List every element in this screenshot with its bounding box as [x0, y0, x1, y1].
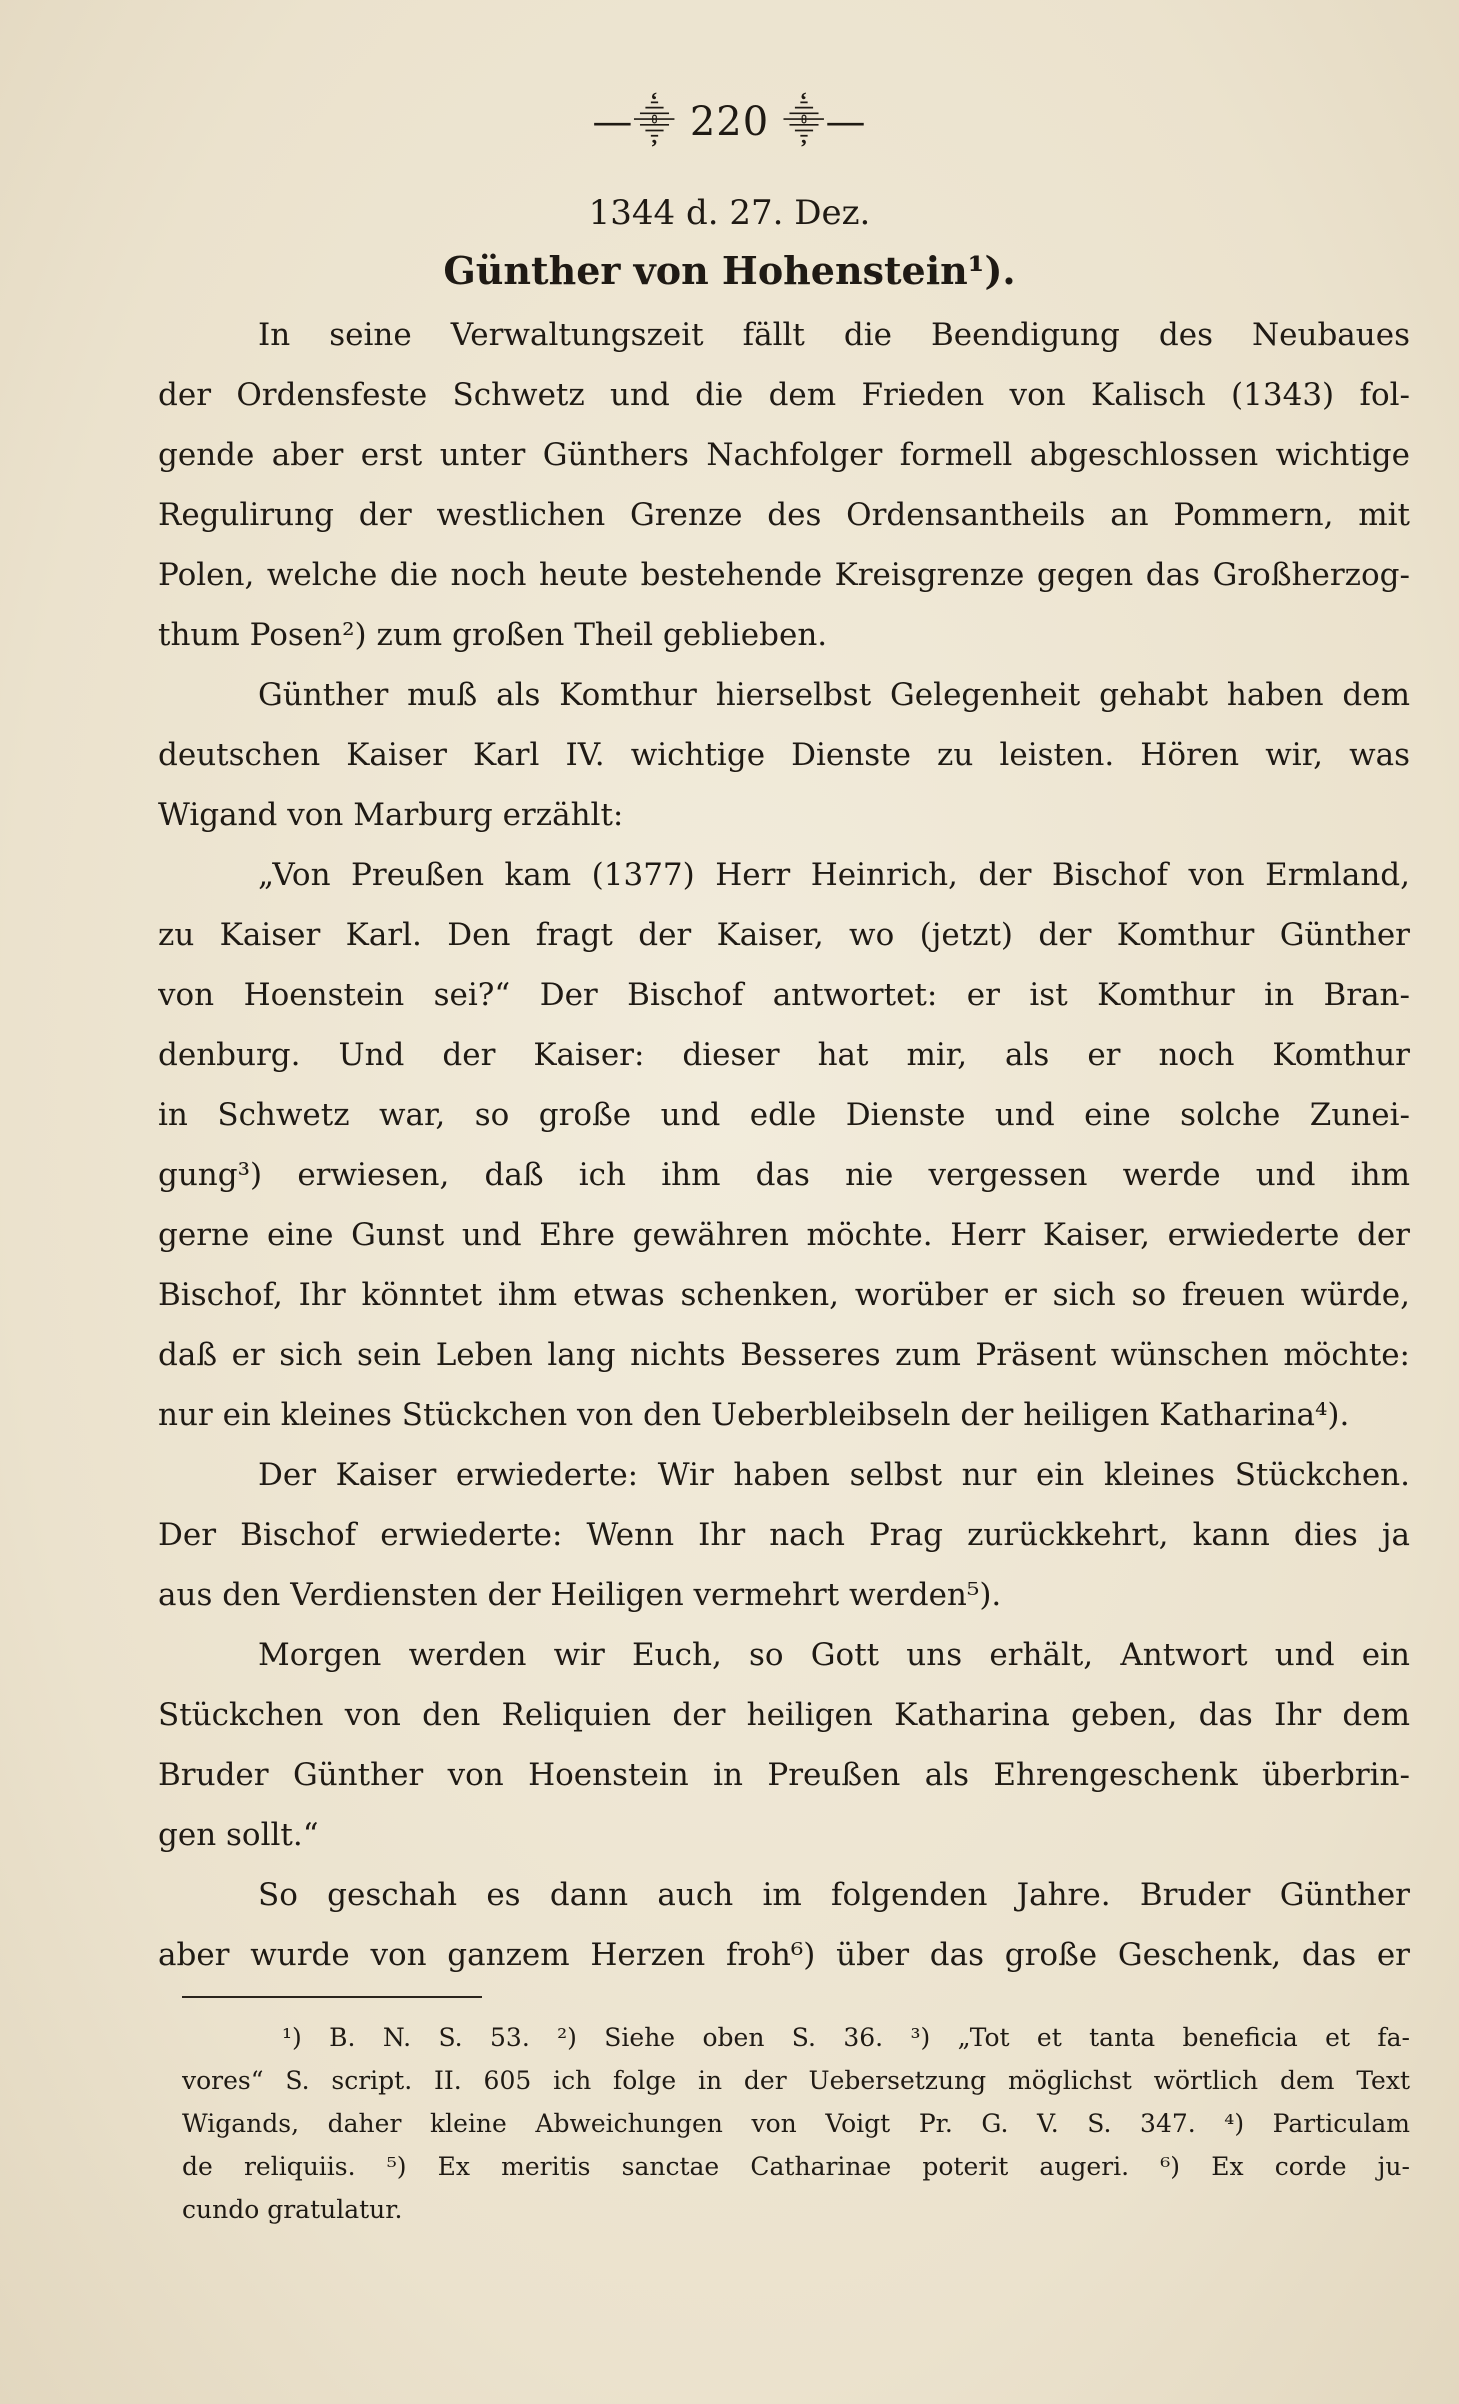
body-line: zu Kaiser Karl. Den fragt der Kaiser, wo (jetzt) der Komthur Günther — [158, 917, 1410, 953]
body-line: gen sollt.“ — [158, 1817, 319, 1853]
body-line: von Hoenstein sei?“ Der Bischof antwortet: er ist Komthur in Bran- — [158, 977, 1410, 1013]
body-line: Der Kaiser erwiederte: Wir haben selbst nur ein kleines Stückchen. — [258, 1457, 1410, 1493]
date-line: 1344 d. 27. Dez. — [588, 193, 871, 233]
body-line: gung³) erwiesen, daß ich ihm das nie vergessen werde und ihm — [158, 1157, 1410, 1193]
body-line: gende aber erst unter Günthers Nachfolger formell abgeschlossen wichtige — [158, 437, 1410, 473]
body-line: Morgen werden wir Euch, so Gott uns erhält, Antwort und ein — [258, 1637, 1410, 1673]
footnote-line: cundo gratulatur. — [182, 2195, 403, 2224]
body-line: Günther muß als Komthur hierselbst Gelegenheit gehabt haben dem — [258, 677, 1410, 713]
footnote-line: de reliquiis. ⁵) Ex meritis sanctae Catharinae poterit augeri. ⁶) Ex corde ju- — [182, 2152, 1410, 2181]
body-line: in Schwetz war, so große und edle Dienste und eine solche Zunei- — [158, 1097, 1410, 1133]
body-line: Stückchen von den Reliquien der heiligen Katharina geben, das Ihr dem — [158, 1697, 1410, 1733]
section-heading: Günther von Hohenstein¹). — [443, 248, 1016, 293]
body-line: So geschah es dann auch im folgenden Jahre. Bruder Günther — [258, 1877, 1410, 1913]
body-line: Regulirung der westlichen Grenze des Ordensantheils an Pommern, mit — [158, 497, 1410, 533]
body-line: Bischof, Ihr könntet ihm etwas schenken, worüber er sich so freuen würde, — [158, 1277, 1410, 1313]
body-line: deutschen Kaiser Karl IV. wichtige Dienste zu leisten. Hören wir, was — [158, 737, 1410, 773]
footnote-line: vores“ S. script. II. 605 ich folge in der Uebersetzung möglichst wörtlich dem Text — [182, 2066, 1410, 2095]
body-line: nur ein kleines Stückchen von den Ueberbleibseln der heiligen Katharina⁴). — [158, 1397, 1350, 1433]
body-line: „Von Preußen kam (1377) Herr Heinrich, der Bischof von Ermland, — [258, 857, 1410, 893]
body-line: Der Bischof erwiederte: Wenn Ihr nach Prag zurückkehrt, kann dies ja — [158, 1517, 1410, 1553]
footnotes — [182, 2016, 1410, 2231]
body-line: denburg. Und der Kaiser: dieser hat mir, als er noch Komthur — [158, 1037, 1410, 1073]
footnote-line: ¹) B. N. S. 53. ²) Siehe oben S. 36. ³) „Tot et tanta beneficia et fa- — [282, 2023, 1410, 2052]
body-line: Bruder Günther von Hoenstein in Preußen als Ehrengeschenk überbrin- — [158, 1757, 1410, 1793]
body-line: aus den Verdiensten der Heiligen vermehrt werden⁵). — [158, 1577, 1002, 1613]
body-line: Polen, welche die noch heute bestehende Kreisgrenze gegen das Großherzog- — [158, 557, 1410, 593]
page-number: —⸎ 220 ⸎— — [592, 99, 867, 145]
footnote-line: Wigands, daher kleine Abweichungen von Voigt Pr. G. V. S. 347. ⁴) Particulam — [182, 2109, 1410, 2138]
body-line: gerne eine Gunst und Ehre gewähren möchte. Herr Kaiser, erwiederte der — [158, 1217, 1410, 1253]
body-line: der Ordensfeste Schwetz und die dem Frieden von Kalisch (1343) fol- — [158, 377, 1410, 413]
body-line: Wigand von Marburg erzählt: — [158, 797, 624, 833]
body-text — [158, 305, 1410, 1985]
body-line: thum Posen²) zum großen Theil geblieben. — [158, 617, 828, 653]
body-line: aber wurde von ganzem Herzen froh⁶) über das große Geschenk, das er — [158, 1937, 1410, 1973]
footnote-divider — [182, 1996, 482, 1998]
body-line: In seine Verwaltungszeit fällt die Beendigung des Neubaues — [258, 317, 1410, 353]
body-line: daß er sich sein Leben lang nichts Besseres zum Präsent wünschen möchte: — [158, 1337, 1410, 1373]
